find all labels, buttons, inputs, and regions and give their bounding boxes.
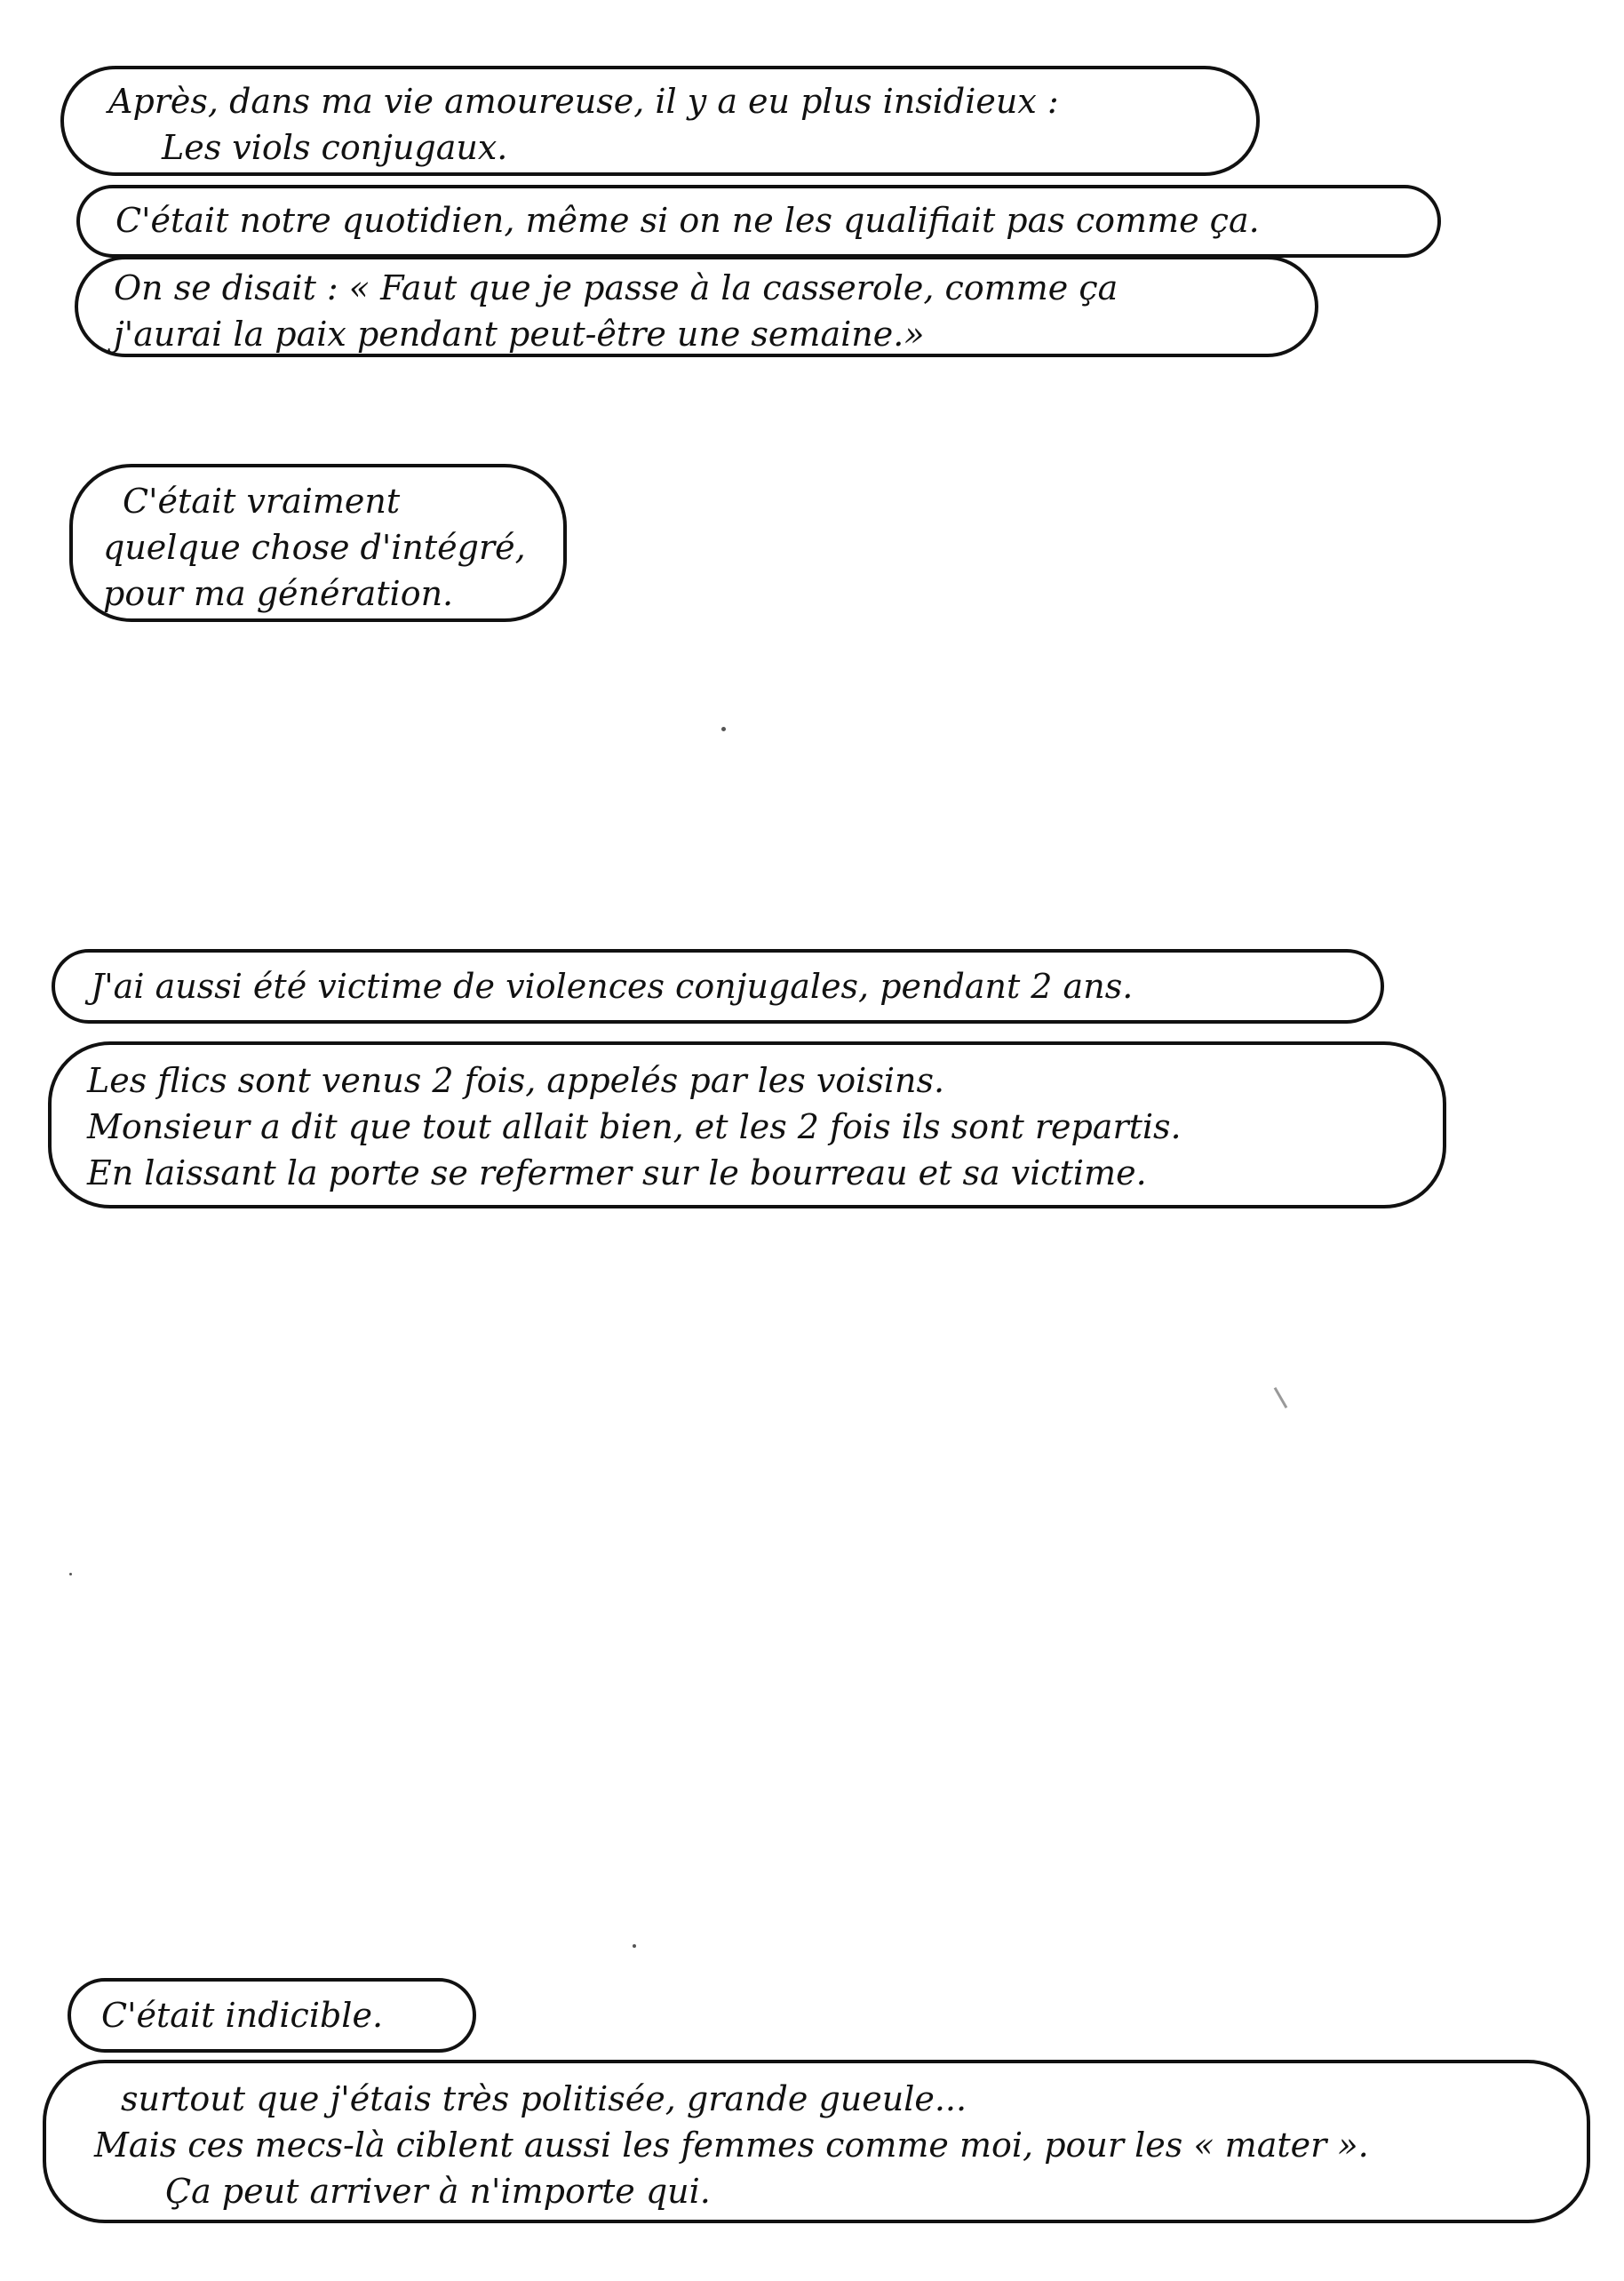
paper-scratch — [1274, 1387, 1288, 1408]
speech-bubble-7 — [68, 1978, 476, 2053]
bubble-8-line-1: surtout que j'étais très politisée, grande gueule... — [121, 2079, 967, 2118]
bubble-1-line-2: Les viols conjugaux. — [162, 128, 508, 167]
bubble-8-line-3: Ça peut arriver à n'importe qui. — [165, 2172, 711, 2211]
ink-speck — [721, 727, 726, 731]
speech-bubble-6 — [48, 1041, 1446, 1208]
bubble-4-line-1: C'était vraiment — [123, 482, 401, 521]
speech-bubble-2 — [76, 185, 1441, 258]
speech-bubble-4 — [69, 464, 567, 622]
bubble-6-line-2: Monsieur a dit que tout allait bien, et les 2 fois ils sont repartis. — [87, 1107, 1182, 1146]
bubble-2-line-1: C'était notre quotidien, même si on ne les qualifiait pas comme ça. — [115, 201, 1260, 240]
bubble-5-line-1: J'ai aussi été victime de violences conjugales, pendant 2 ans. — [91, 967, 1134, 1006]
speech-bubble-1 — [60, 66, 1260, 176]
bubble-3-line-1: On se disait : « Faut que je passe à la casserole, comme ça — [114, 268, 1118, 307]
bubble-3-line-2: j'aurai la paix pendant peut-être une semaine.» — [114, 315, 925, 354]
bubble-7-line-1: C'était indicible. — [101, 1996, 384, 2035]
ink-speck — [69, 1573, 72, 1575]
speech-bubble-8 — [43, 2060, 1590, 2223]
bubble-8-line-2: Mais ces mecs-là ciblent aussi les femmes comme moi, pour les « mater ». — [94, 2125, 1369, 2165]
bubble-1-line-1: Après, dans ma vie amoureuse, il y a eu plus insidieux : — [108, 82, 1059, 121]
bubble-4-line-3: pour ma génération. — [103, 574, 454, 613]
speech-bubble-3 — [75, 256, 1318, 357]
bubble-6-line-1: Les flics sont venus 2 fois, appelés par les voisins. — [87, 1061, 945, 1100]
bubble-4-line-2: quelque chose d'intégré, — [103, 528, 526, 567]
speech-bubble-5 — [52, 949, 1384, 1024]
bubble-6-line-3: En laissant la porte se refermer sur le bourreau et sa victime. — [87, 1153, 1147, 1192]
ink-speck — [633, 1944, 636, 1948]
